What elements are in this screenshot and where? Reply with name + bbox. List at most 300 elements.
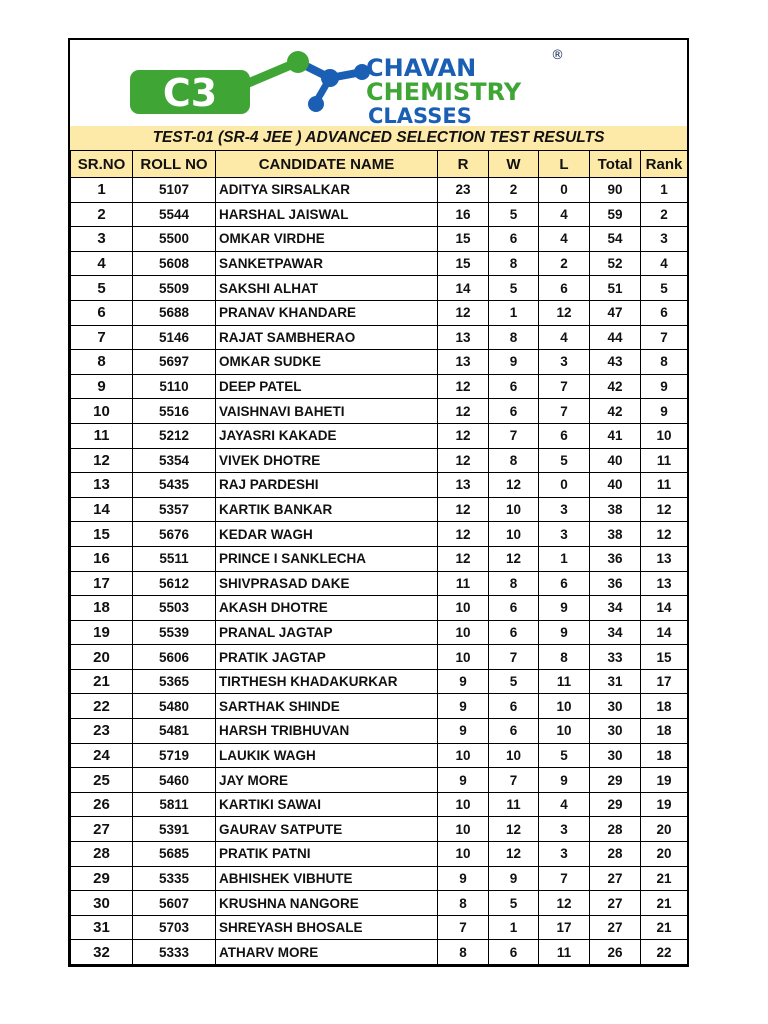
left-cell: 4: [539, 325, 590, 350]
candidate-name-cell: GAURAV SATPUTE: [216, 817, 438, 842]
table-row: [71, 596, 688, 621]
left-cell: 2: [539, 251, 590, 276]
col-total: Total: [590, 151, 641, 178]
total-cell: 27: [590, 891, 641, 916]
sr-no-cell: 9: [71, 374, 133, 399]
roll-no-cell: 5503: [133, 596, 216, 621]
rank-cell: 14: [641, 596, 688, 621]
candidate-name-cell: OMKAR VIRDHE: [216, 227, 438, 252]
right-cell: 13: [438, 350, 489, 375]
right-cell: 10: [438, 842, 489, 867]
right-cell: 10: [438, 817, 489, 842]
sr-no-cell: 32: [71, 940, 133, 965]
total-cell: 38: [590, 522, 641, 547]
candidate-name-cell: ATHARV MORE: [216, 940, 438, 965]
rank-cell: 20: [641, 842, 688, 867]
rank-cell: 12: [641, 522, 688, 547]
left-cell: 12: [539, 300, 590, 325]
left-cell: 9: [539, 768, 590, 793]
right-cell: 11: [438, 571, 489, 596]
wrong-cell: 5: [489, 276, 539, 301]
table-row: [71, 251, 688, 276]
sr-no-cell: 15: [71, 522, 133, 547]
candidate-name-cell: DEEP PATEL: [216, 374, 438, 399]
sr-no-cell: 28: [71, 842, 133, 867]
sr-no-cell: 10: [71, 399, 133, 424]
table-row: [71, 178, 688, 203]
left-cell: 3: [539, 497, 590, 522]
right-cell: 13: [438, 325, 489, 350]
candidate-name-cell: PRANAV KHANDARE: [216, 300, 438, 325]
table-row: [71, 522, 688, 547]
table-row: [71, 891, 688, 916]
total-cell: 33: [590, 645, 641, 670]
sr-no-cell: 12: [71, 448, 133, 473]
right-cell: 14: [438, 276, 489, 301]
left-cell: 3: [539, 842, 590, 867]
roll-no-cell: 5500: [133, 227, 216, 252]
roll-no-cell: 5539: [133, 620, 216, 645]
right-cell: 12: [438, 399, 489, 424]
left-cell: 9: [539, 596, 590, 621]
logo-line2: CHEMISTRY: [366, 78, 522, 106]
right-cell: 12: [438, 448, 489, 473]
roll-no-cell: 5357: [133, 497, 216, 522]
candidate-name-cell: HARSHAL JAISWAL: [216, 202, 438, 227]
wrong-cell: 6: [489, 227, 539, 252]
candidate-name-cell: PRINCE I SANKLECHA: [216, 546, 438, 571]
candidate-name-cell: ABHISHEK VIBHUTE: [216, 866, 438, 891]
wrong-cell: 11: [489, 792, 539, 817]
roll-no-cell: 5146: [133, 325, 216, 350]
left-cell: 17: [539, 915, 590, 940]
left-cell: 4: [539, 792, 590, 817]
wrong-cell: 7: [489, 423, 539, 448]
wrong-cell: 10: [489, 522, 539, 547]
right-cell: 12: [438, 374, 489, 399]
total-cell: 27: [590, 866, 641, 891]
molecule-icon: [246, 51, 370, 112]
left-cell: 6: [539, 571, 590, 596]
rank-cell: 19: [641, 768, 688, 793]
right-cell: 10: [438, 792, 489, 817]
right-cell: 10: [438, 596, 489, 621]
roll-no-cell: 5688: [133, 300, 216, 325]
left-cell: 10: [539, 694, 590, 719]
wrong-cell: 12: [489, 473, 539, 498]
col-sr-no: SR.NO: [71, 151, 133, 178]
left-cell: 3: [539, 350, 590, 375]
wrong-cell: 12: [489, 546, 539, 571]
right-cell: 10: [438, 743, 489, 768]
roll-no-cell: 5511: [133, 546, 216, 571]
wrong-cell: 5: [489, 669, 539, 694]
wrong-cell: 1: [489, 915, 539, 940]
left-cell: 6: [539, 276, 590, 301]
wrong-cell: 2: [489, 178, 539, 203]
roll-no-cell: 5354: [133, 448, 216, 473]
total-cell: 30: [590, 743, 641, 768]
chavan-chemistry-logo: [70, 40, 687, 126]
table-row: [71, 325, 688, 350]
left-cell: 3: [539, 522, 590, 547]
table-row: [71, 866, 688, 891]
rank-cell: 6: [641, 300, 688, 325]
rank-cell: 8: [641, 350, 688, 375]
table-row: [71, 842, 688, 867]
left-cell: 5: [539, 743, 590, 768]
rank-cell: 18: [641, 719, 688, 744]
right-cell: 12: [438, 546, 489, 571]
table-row: [71, 620, 688, 645]
total-cell: 54: [590, 227, 641, 252]
right-cell: 15: [438, 227, 489, 252]
roll-no-cell: 5460: [133, 768, 216, 793]
total-cell: 41: [590, 423, 641, 448]
candidate-name-cell: SHREYASH BHOSALE: [216, 915, 438, 940]
candidate-name-cell: LAUKIK WAGH: [216, 743, 438, 768]
sr-no-cell: 5: [71, 276, 133, 301]
wrong-cell: 7: [489, 768, 539, 793]
roll-no-cell: 5481: [133, 719, 216, 744]
roll-no-cell: 5544: [133, 202, 216, 227]
roll-no-cell: 5335: [133, 866, 216, 891]
rank-cell: 18: [641, 743, 688, 768]
right-cell: 12: [438, 497, 489, 522]
roll-no-cell: 5391: [133, 817, 216, 842]
table-row: [71, 940, 688, 965]
sr-no-cell: 6: [71, 300, 133, 325]
wrong-cell: 6: [489, 694, 539, 719]
roll-no-cell: 5608: [133, 251, 216, 276]
wrong-cell: 6: [489, 596, 539, 621]
wrong-cell: 12: [489, 842, 539, 867]
table-row: [71, 645, 688, 670]
roll-no-cell: 5811: [133, 792, 216, 817]
rank-cell: 9: [641, 399, 688, 424]
sr-no-cell: 29: [71, 866, 133, 891]
right-cell: 12: [438, 300, 489, 325]
candidate-name-cell: PRANAL JAGTAP: [216, 620, 438, 645]
col-wrong: W: [489, 151, 539, 178]
table-row: [71, 448, 688, 473]
candidate-name-cell: KARTIK BANKAR: [216, 497, 438, 522]
right-cell: 23: [438, 178, 489, 203]
right-cell: 9: [438, 719, 489, 744]
roll-no-cell: 5676: [133, 522, 216, 547]
left-cell: 10: [539, 719, 590, 744]
sr-no-cell: 30: [71, 891, 133, 916]
rank-cell: 11: [641, 473, 688, 498]
candidate-name-cell: KRUSHNA NANGORE: [216, 891, 438, 916]
rank-cell: 9: [641, 374, 688, 399]
total-cell: 90: [590, 178, 641, 203]
left-cell: 0: [539, 178, 590, 203]
right-cell: 9: [438, 669, 489, 694]
sr-no-cell: 26: [71, 792, 133, 817]
left-cell: 7: [539, 399, 590, 424]
candidate-name-cell: ADITYA SIRSALKAR: [216, 178, 438, 203]
sr-no-cell: 19: [71, 620, 133, 645]
roll-no-cell: 5719: [133, 743, 216, 768]
table-row: [71, 473, 688, 498]
rank-cell: 21: [641, 891, 688, 916]
sr-no-cell: 18: [71, 596, 133, 621]
table-row: [71, 768, 688, 793]
logo-line1: CHAVAN: [366, 54, 477, 82]
candidate-name-cell: KARTIKI SAWAI: [216, 792, 438, 817]
sr-no-cell: 11: [71, 423, 133, 448]
wrong-cell: 6: [489, 620, 539, 645]
roll-no-cell: 5110: [133, 374, 216, 399]
total-cell: 30: [590, 694, 641, 719]
right-cell: 10: [438, 645, 489, 670]
total-cell: 51: [590, 276, 641, 301]
rank-cell: 13: [641, 546, 688, 571]
right-cell: 15: [438, 251, 489, 276]
total-cell: 38: [590, 497, 641, 522]
wrong-cell: 12: [489, 817, 539, 842]
total-cell: 42: [590, 399, 641, 424]
wrong-cell: 5: [489, 202, 539, 227]
rank-cell: 19: [641, 792, 688, 817]
wrong-cell: 6: [489, 374, 539, 399]
sr-no-cell: 21: [71, 669, 133, 694]
table-row: [71, 669, 688, 694]
right-cell: 12: [438, 423, 489, 448]
roll-no-cell: 5365: [133, 669, 216, 694]
rank-cell: 5: [641, 276, 688, 301]
total-cell: 36: [590, 571, 641, 596]
candidate-name-cell: PRATIK PATNI: [216, 842, 438, 867]
candidate-name-cell: TIRTHESH KHADAKURKAR: [216, 669, 438, 694]
sr-no-cell: 3: [71, 227, 133, 252]
total-cell: 40: [590, 473, 641, 498]
total-cell: 59: [590, 202, 641, 227]
right-cell: 8: [438, 891, 489, 916]
table-row: [71, 276, 688, 301]
col-right: R: [438, 151, 489, 178]
left-cell: 8: [539, 645, 590, 670]
sr-no-cell: 7: [71, 325, 133, 350]
candidate-name-cell: VIVEK DHOTRE: [216, 448, 438, 473]
candidate-name-cell: KEDAR WAGH: [216, 522, 438, 547]
candidate-name-cell: JAY MORE: [216, 768, 438, 793]
rank-cell: 21: [641, 866, 688, 891]
wrong-cell: 10: [489, 497, 539, 522]
wrong-cell: 6: [489, 719, 539, 744]
roll-no-cell: 5685: [133, 842, 216, 867]
rank-cell: 2: [641, 202, 688, 227]
table-row: [71, 571, 688, 596]
col-candidate-name: CANDIDATE NAME: [216, 151, 438, 178]
candidate-name-cell: SAKSHI ALHAT: [216, 276, 438, 301]
rank-cell: 18: [641, 694, 688, 719]
left-cell: 0: [539, 473, 590, 498]
table-row: [71, 497, 688, 522]
roll-no-cell: 5435: [133, 473, 216, 498]
roll-no-cell: 5606: [133, 645, 216, 670]
sr-no-cell: 14: [71, 497, 133, 522]
total-cell: 31: [590, 669, 641, 694]
wrong-cell: 9: [489, 866, 539, 891]
table-row: [71, 374, 688, 399]
candidate-name-cell: SARTHAK SHINDE: [216, 694, 438, 719]
total-cell: 36: [590, 546, 641, 571]
right-cell: 10: [438, 620, 489, 645]
candidate-name-cell: AKASH DHOTRE: [216, 596, 438, 621]
right-cell: 12: [438, 522, 489, 547]
header-row: [71, 151, 688, 178]
sr-no-cell: 20: [71, 645, 133, 670]
right-cell: 9: [438, 694, 489, 719]
wrong-cell: 6: [489, 399, 539, 424]
wrong-cell: 10: [489, 743, 539, 768]
total-cell: 47: [590, 300, 641, 325]
right-cell: 13: [438, 473, 489, 498]
roll-no-cell: 5480: [133, 694, 216, 719]
rank-cell: 12: [641, 497, 688, 522]
rank-cell: 17: [641, 669, 688, 694]
candidate-name-cell: OMKAR SUDKE: [216, 350, 438, 375]
wrong-cell: 8: [489, 448, 539, 473]
total-cell: 52: [590, 251, 641, 276]
roll-no-cell: 5333: [133, 940, 216, 965]
total-cell: 30: [590, 719, 641, 744]
sr-no-cell: 22: [71, 694, 133, 719]
roll-no-cell: 5607: [133, 891, 216, 916]
sr-no-cell: 16: [71, 546, 133, 571]
rank-cell: 11: [641, 448, 688, 473]
total-cell: 34: [590, 596, 641, 621]
total-cell: 42: [590, 374, 641, 399]
left-cell: 5: [539, 448, 590, 473]
wrong-cell: 9: [489, 350, 539, 375]
candidate-name-cell: RAJAT SAMBHERAO: [216, 325, 438, 350]
right-cell: 7: [438, 915, 489, 940]
total-cell: 43: [590, 350, 641, 375]
rank-cell: 4: [641, 251, 688, 276]
left-cell: 4: [539, 202, 590, 227]
left-cell: 7: [539, 866, 590, 891]
rank-cell: 14: [641, 620, 688, 645]
table-row: [71, 546, 688, 571]
table-row: [71, 423, 688, 448]
rank-cell: 22: [641, 940, 688, 965]
left-cell: 3: [539, 817, 590, 842]
results-title: TEST-01 (SR-4 JEE ) ADVANCED SELECTION TEST RESULTS: [70, 126, 687, 150]
results-body: [71, 178, 688, 965]
total-cell: 27: [590, 915, 641, 940]
table-row: [71, 350, 688, 375]
total-cell: 40: [590, 448, 641, 473]
right-cell: 9: [438, 768, 489, 793]
registered-mark: ®: [551, 48, 564, 63]
right-cell: 8: [438, 940, 489, 965]
total-cell: 34: [590, 620, 641, 645]
roll-no-cell: 5509: [133, 276, 216, 301]
wrong-cell: 7: [489, 645, 539, 670]
sr-no-cell: 1: [71, 178, 133, 203]
wrong-cell: 8: [489, 325, 539, 350]
total-cell: 44: [590, 325, 641, 350]
roll-no-cell: 5703: [133, 915, 216, 940]
table-row: [71, 915, 688, 940]
left-cell: 11: [539, 669, 590, 694]
col-roll-no: ROLL NO: [133, 151, 216, 178]
left-cell: 7: [539, 374, 590, 399]
left-cell: 6: [539, 423, 590, 448]
sr-no-cell: 8: [71, 350, 133, 375]
candidate-name-cell: HARSH TRIBHUVAN: [216, 719, 438, 744]
roll-no-cell: 5107: [133, 178, 216, 203]
candidate-name-cell: JAYASRI KAKADE: [216, 423, 438, 448]
table-row: [71, 817, 688, 842]
table-row: [71, 694, 688, 719]
sr-no-cell: 24: [71, 743, 133, 768]
logo-header: [70, 40, 687, 126]
table-row: [71, 399, 688, 424]
table-row: [71, 202, 688, 227]
sr-no-cell: 23: [71, 719, 133, 744]
sr-no-cell: 17: [71, 571, 133, 596]
table-row: [71, 227, 688, 252]
rank-cell: 15: [641, 645, 688, 670]
candidate-name-cell: SANKETPAWAR: [216, 251, 438, 276]
wrong-cell: 6: [489, 940, 539, 965]
sr-no-cell: 25: [71, 768, 133, 793]
total-cell: 29: [590, 768, 641, 793]
total-cell: 29: [590, 792, 641, 817]
logo-mark-text: C3: [162, 71, 218, 115]
wrong-cell: 8: [489, 571, 539, 596]
sr-no-cell: 13: [71, 473, 133, 498]
wrong-cell: 8: [489, 251, 539, 276]
left-cell: 4: [539, 227, 590, 252]
candidate-name-cell: SHIVPRASAD DAKE: [216, 571, 438, 596]
results-sheet: [68, 38, 689, 967]
left-cell: 9: [539, 620, 590, 645]
sr-no-cell: 31: [71, 915, 133, 940]
rank-cell: 7: [641, 325, 688, 350]
sr-no-cell: 2: [71, 202, 133, 227]
table-row: [71, 719, 688, 744]
candidate-name-cell: PRATIK JAGTAP: [216, 645, 438, 670]
table-row: [71, 743, 688, 768]
candidate-name-cell: VAISHNAVI BAHETI: [216, 399, 438, 424]
roll-no-cell: 5612: [133, 571, 216, 596]
table-row: [71, 792, 688, 817]
col-left: L: [539, 151, 590, 178]
sr-no-cell: 4: [71, 251, 133, 276]
total-cell: 28: [590, 817, 641, 842]
wrong-cell: 5: [489, 891, 539, 916]
total-cell: 28: [590, 842, 641, 867]
roll-no-cell: 5516: [133, 399, 216, 424]
table-row: [71, 300, 688, 325]
total-cell: 26: [590, 940, 641, 965]
rank-cell: 10: [641, 423, 688, 448]
rank-cell: 1: [641, 178, 688, 203]
rank-cell: 13: [641, 571, 688, 596]
right-cell: 16: [438, 202, 489, 227]
candidate-name-cell: RAJ PARDESHI: [216, 473, 438, 498]
left-cell: 12: [539, 891, 590, 916]
results-table: [70, 150, 688, 965]
rank-cell: 20: [641, 817, 688, 842]
roll-no-cell: 5212: [133, 423, 216, 448]
right-cell: 9: [438, 866, 489, 891]
